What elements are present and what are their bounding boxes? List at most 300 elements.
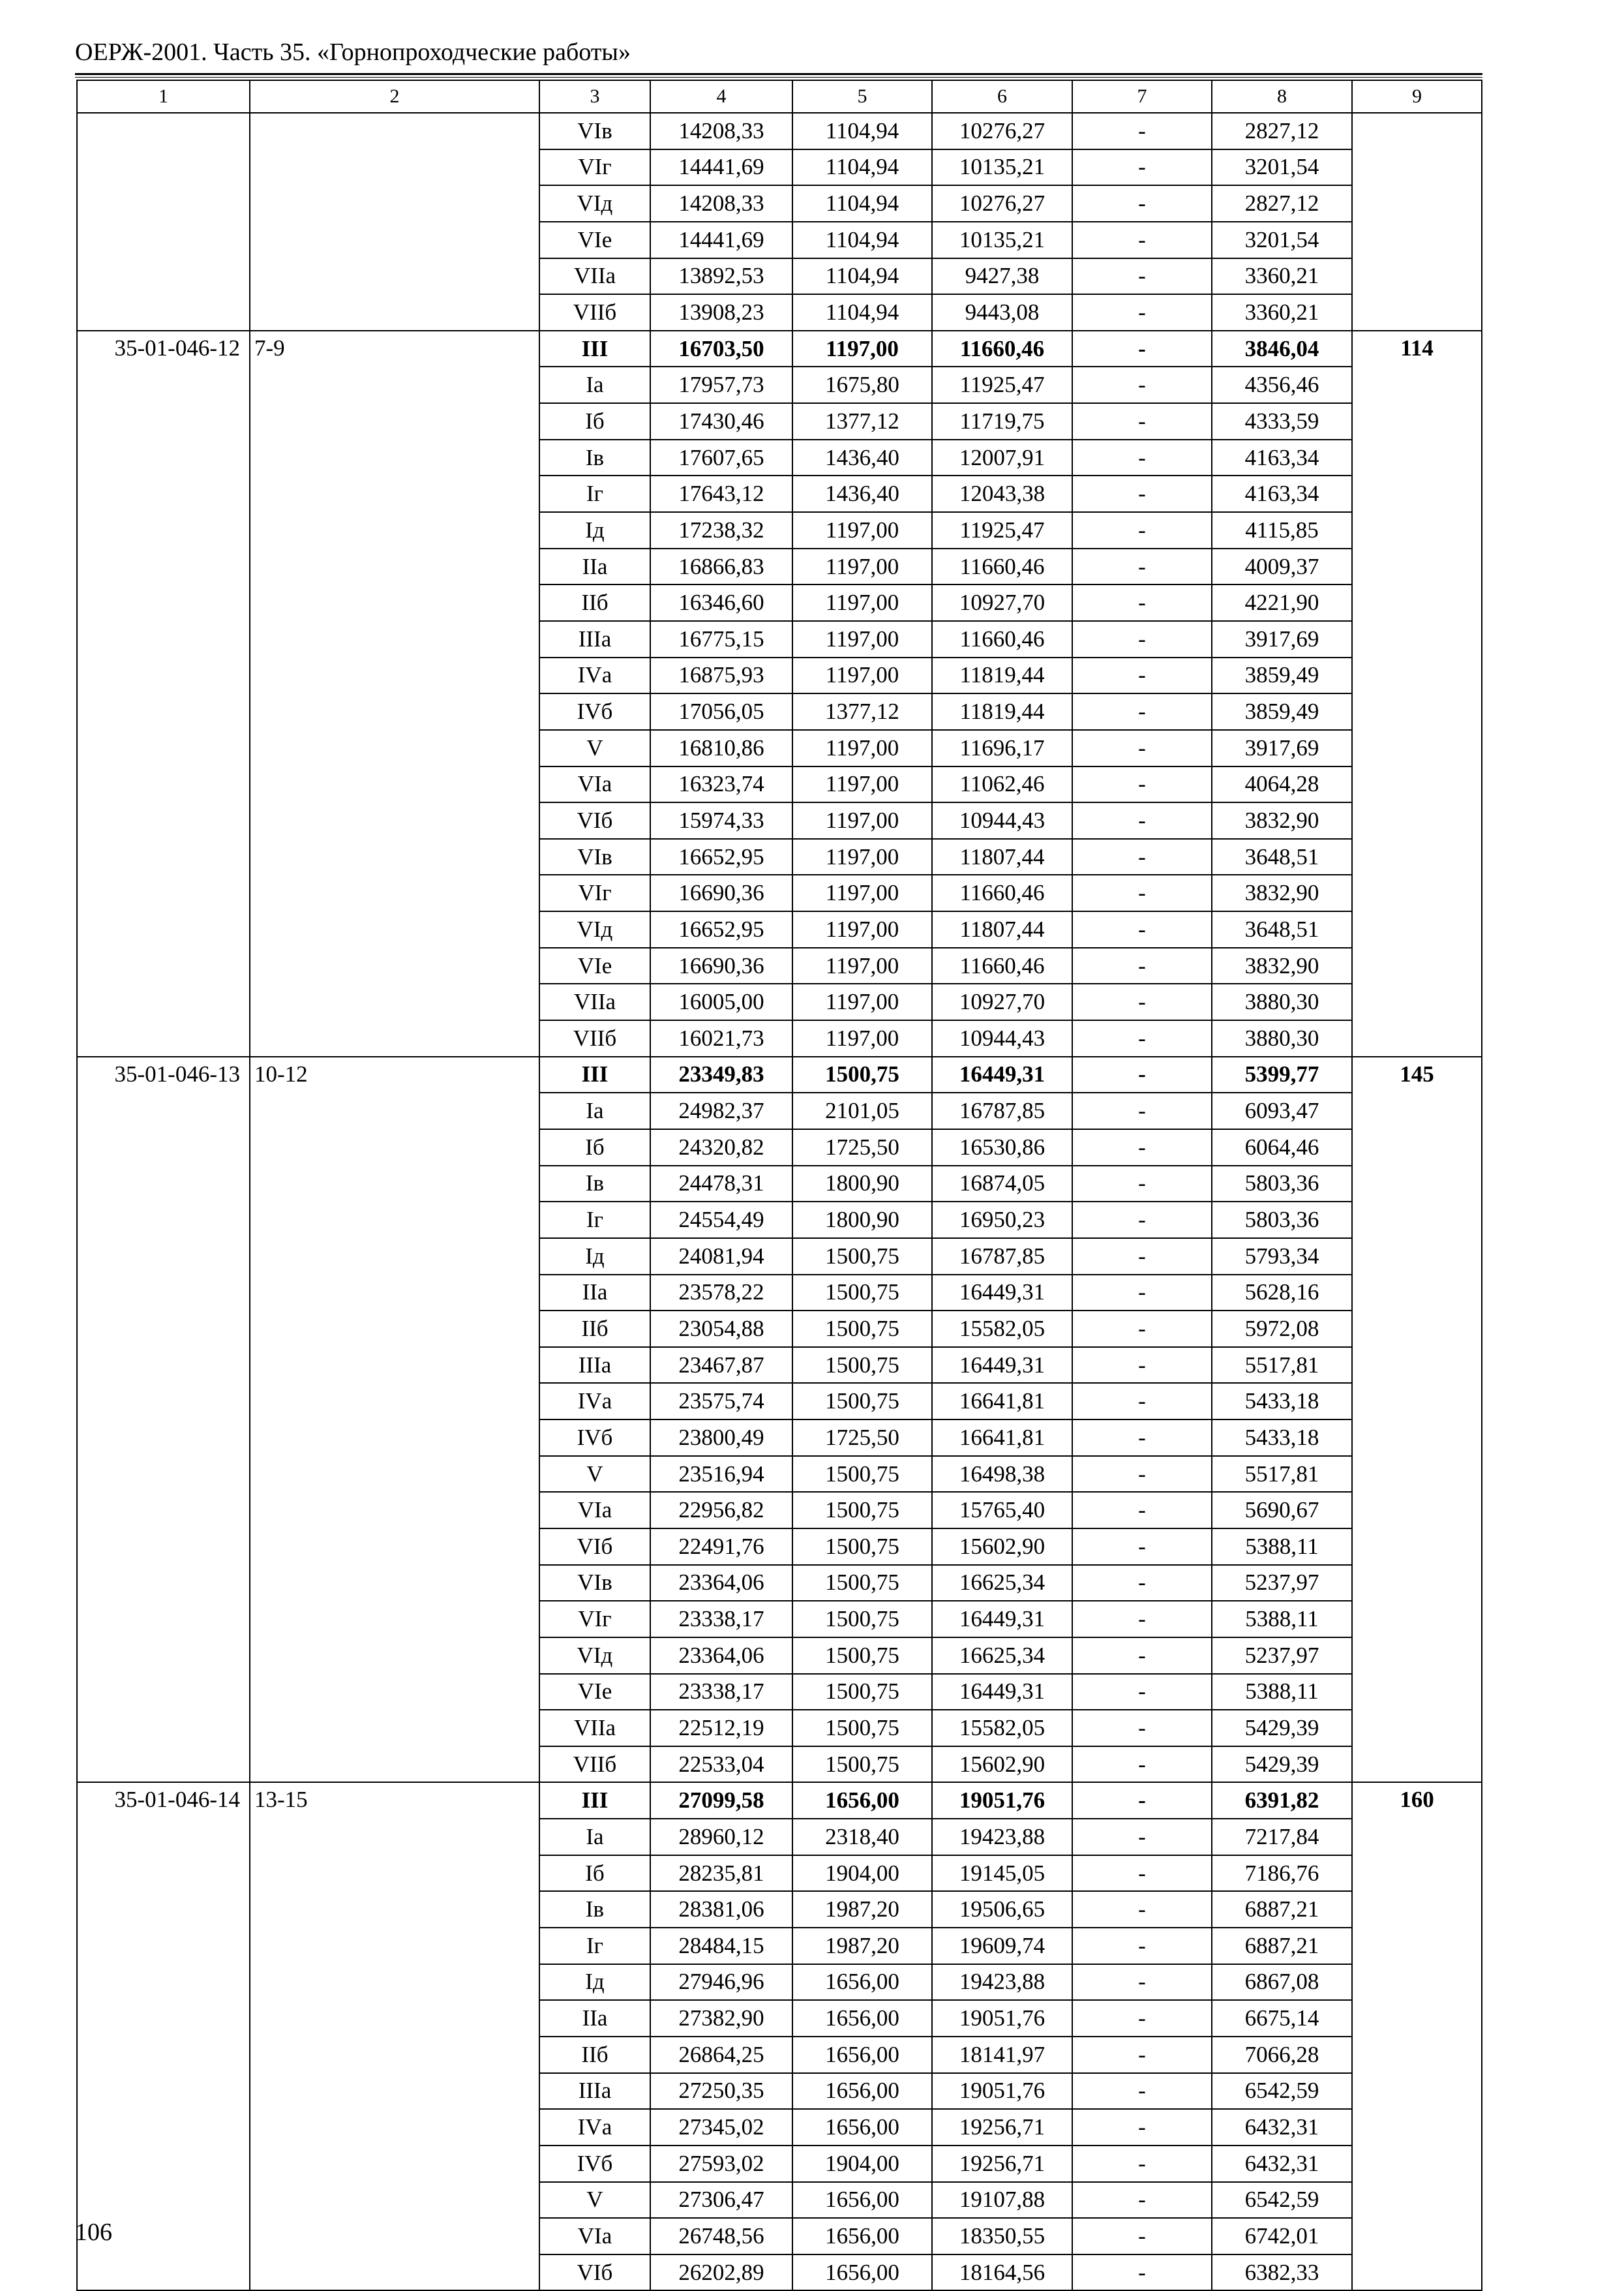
total-cell xyxy=(1352,331,1482,367)
value-cell: - xyxy=(1072,948,1212,984)
table-row xyxy=(77,331,1482,367)
value-cell: 3917,69 xyxy=(1212,730,1352,766)
rate-code-cell xyxy=(77,1419,250,1456)
value-cell: 14441,69 xyxy=(650,149,792,186)
range-cell xyxy=(250,1311,539,1347)
rate-code-cell xyxy=(77,1456,250,1493)
value-cell: 1500,75 xyxy=(792,1383,932,1419)
range-cell xyxy=(250,1238,539,1275)
range-cell xyxy=(250,367,539,403)
value-cell: 11925,47 xyxy=(932,512,1072,549)
range-cell xyxy=(250,1383,539,1419)
value-cell: 5628,16 xyxy=(1212,1275,1352,1311)
category-cell: IVа xyxy=(539,658,650,694)
value-cell: - xyxy=(1072,802,1212,839)
table-row xyxy=(77,149,1482,186)
range-cell xyxy=(250,766,539,803)
value-cell: - xyxy=(1072,1674,1212,1710)
value-cell: 19506,65 xyxy=(932,1891,1072,1928)
value-cell: - xyxy=(1072,1419,1212,1456)
range-cell xyxy=(250,2109,539,2146)
total-cell xyxy=(1352,1819,1482,1855)
value-cell: 2827,12 xyxy=(1212,185,1352,222)
rate-code-cell xyxy=(77,1710,250,1746)
table-row xyxy=(77,802,1482,839)
range-cell xyxy=(250,1601,539,1637)
value-cell: 13892,53 xyxy=(650,258,792,295)
rate-code-cell: 35-01-046-13 xyxy=(77,1057,250,1093)
value-cell: 2318,40 xyxy=(792,1819,932,1855)
value-cell: 1800,90 xyxy=(792,1166,932,1202)
category-cell: IIб xyxy=(539,584,650,621)
rate-code-cell xyxy=(77,113,250,149)
range-cell xyxy=(250,1928,539,1964)
value-cell: 19051,76 xyxy=(932,2000,1072,2037)
value-cell: - xyxy=(1072,440,1212,476)
value-cell: 4333,59 xyxy=(1212,403,1352,440)
value-cell: 16625,34 xyxy=(932,1565,1072,1601)
range-cell xyxy=(250,1710,539,1746)
total-cell xyxy=(1352,1419,1482,1456)
value-cell: 16346,60 xyxy=(650,584,792,621)
value-cell: 1197,00 xyxy=(792,584,932,621)
table-row xyxy=(77,1347,1482,1384)
value-cell: 10276,27 xyxy=(932,185,1072,222)
value-cell: 1500,75 xyxy=(792,1238,932,1275)
total-cell xyxy=(1352,766,1482,803)
table-row xyxy=(77,730,1482,766)
range-cell xyxy=(250,1275,539,1311)
rate-code-cell: 35-01-046-12 xyxy=(77,331,250,367)
value-cell: 5388,11 xyxy=(1212,1528,1352,1565)
value-cell: 19256,71 xyxy=(932,2146,1072,2182)
category-cell: VIIб xyxy=(539,1020,650,1057)
value-cell: 16449,31 xyxy=(932,1275,1072,1311)
table-row xyxy=(77,2000,1482,2037)
value-cell: - xyxy=(1072,476,1212,512)
value-cell: 1987,20 xyxy=(792,1891,932,1928)
total-value: 160 xyxy=(1400,1787,1434,1813)
value-cell: - xyxy=(1072,875,1212,911)
value-cell: 3832,90 xyxy=(1212,875,1352,911)
value-cell: 1725,50 xyxy=(792,1129,932,1166)
value-cell: - xyxy=(1072,1964,1212,2001)
category-cell: IIа xyxy=(539,2000,650,2037)
column-header: 2 xyxy=(250,80,539,113)
value-cell: 1436,40 xyxy=(792,476,932,512)
value-cell: 10944,43 xyxy=(932,802,1072,839)
value-cell: - xyxy=(1072,1746,1212,1783)
range-cell xyxy=(250,1456,539,1493)
value-cell: 1656,00 xyxy=(792,2254,932,2291)
value-cell: 3846,04 xyxy=(1212,331,1352,367)
rate-code-cell xyxy=(77,367,250,403)
total-cell xyxy=(1352,621,1482,658)
total-cell xyxy=(1352,911,1482,948)
total-cell xyxy=(1352,2109,1482,2146)
value-cell: 18141,97 xyxy=(932,2037,1072,2073)
table-row xyxy=(77,549,1482,585)
range-cell xyxy=(250,1202,539,1238)
value-cell: 16690,36 xyxy=(650,948,792,984)
rate-code-cell xyxy=(77,839,250,875)
value-cell: 1500,75 xyxy=(792,1710,932,1746)
table-row xyxy=(77,1238,1482,1275)
category-cell: III xyxy=(539,1057,650,1093)
value-cell: 1675,80 xyxy=(792,367,932,403)
category-cell: IVа xyxy=(539,2109,650,2146)
category-cell: Iг xyxy=(539,476,650,512)
column-number-row xyxy=(77,80,1482,113)
value-cell: 6391,82 xyxy=(1212,1782,1352,1819)
value-cell: 28960,12 xyxy=(650,1819,792,1855)
table-row xyxy=(77,1419,1482,1456)
range-cell xyxy=(250,440,539,476)
rate-code-cell xyxy=(77,2146,250,2182)
value-cell: 5517,81 xyxy=(1212,1456,1352,1493)
range-cell xyxy=(250,1891,539,1928)
table-row xyxy=(77,1093,1482,1129)
table-row xyxy=(77,1637,1482,1674)
value-cell: 23364,06 xyxy=(650,1565,792,1601)
value-cell: - xyxy=(1072,331,1212,367)
value-cell: 6887,21 xyxy=(1212,1891,1352,1928)
value-cell: 1197,00 xyxy=(792,948,932,984)
rate-code-cell xyxy=(77,1855,250,1892)
category-cell: VIа xyxy=(539,1492,650,1528)
table-row xyxy=(77,258,1482,295)
value-cell: 16449,31 xyxy=(932,1057,1072,1093)
category-cell: V xyxy=(539,730,650,766)
column-header: 9 xyxy=(1352,80,1482,113)
range-cell xyxy=(250,2254,539,2291)
table-row xyxy=(77,294,1482,331)
range-cell xyxy=(250,1637,539,1674)
rate-code-cell xyxy=(77,1819,250,1855)
rate-code-cell xyxy=(77,1383,250,1419)
range-cell xyxy=(250,1166,539,1202)
value-cell: 22533,04 xyxy=(650,1746,792,1783)
value-cell: 15582,05 xyxy=(932,1311,1072,1347)
category-cell: Iг xyxy=(539,1202,650,1238)
value-cell: 15602,90 xyxy=(932,1746,1072,1783)
value-cell: 16874,05 xyxy=(932,1166,1072,1202)
value-cell: 6064,46 xyxy=(1212,1129,1352,1166)
total-value: 114 xyxy=(1400,335,1434,361)
table-row xyxy=(77,2218,1482,2254)
value-cell: - xyxy=(1072,2254,1212,2291)
value-cell: - xyxy=(1072,1129,1212,1166)
value-cell: 11062,46 xyxy=(932,766,1072,803)
range-cell xyxy=(250,911,539,948)
value-cell: 1656,00 xyxy=(792,2109,932,2146)
value-cell: 11807,44 xyxy=(932,839,1072,875)
value-cell: 17238,32 xyxy=(650,512,792,549)
value-cell: 15974,33 xyxy=(650,802,792,839)
value-cell: 1725,50 xyxy=(792,1419,932,1456)
category-cell: IIIа xyxy=(539,1347,650,1384)
table-row xyxy=(77,2109,1482,2146)
category-cell: VIIа xyxy=(539,984,650,1020)
value-cell: 15765,40 xyxy=(932,1492,1072,1528)
value-cell: 27946,96 xyxy=(650,1964,792,2001)
value-cell: 13908,23 xyxy=(650,294,792,331)
value-cell: 1987,20 xyxy=(792,1928,932,1964)
category-cell: VIIб xyxy=(539,1746,650,1783)
value-cell: 16530,86 xyxy=(932,1129,1072,1166)
value-cell: 22956,82 xyxy=(650,1492,792,1528)
value-cell: 6542,59 xyxy=(1212,2182,1352,2219)
value-cell: 11819,44 xyxy=(932,658,1072,694)
value-cell: 6542,59 xyxy=(1212,2073,1352,2110)
value-cell: 1656,00 xyxy=(792,2218,932,2254)
value-cell: 16498,38 xyxy=(932,1456,1072,1493)
category-cell: VIе xyxy=(539,222,650,258)
value-cell: 5690,67 xyxy=(1212,1492,1352,1528)
total-cell xyxy=(1352,1057,1482,1093)
table-row xyxy=(77,1964,1482,2001)
total-cell xyxy=(1352,149,1482,186)
value-cell: 19051,76 xyxy=(932,1782,1072,1819)
category-cell: VIд xyxy=(539,911,650,948)
rate-code-cell xyxy=(77,1129,250,1166)
value-cell: 1197,00 xyxy=(792,911,932,948)
rate-code-cell xyxy=(77,2254,250,2291)
value-cell: 15602,90 xyxy=(932,1528,1072,1565)
value-cell: - xyxy=(1072,693,1212,730)
table-row xyxy=(77,1020,1482,1057)
value-cell: 1197,00 xyxy=(792,512,932,549)
value-cell: 19423,88 xyxy=(932,1819,1072,1855)
category-cell: VIб xyxy=(539,1528,650,1565)
value-cell: 16652,95 xyxy=(650,839,792,875)
table-row xyxy=(77,113,1482,149)
column-header: 4 xyxy=(650,80,792,113)
value-cell: - xyxy=(1072,2218,1212,2254)
value-cell: 3360,21 xyxy=(1212,258,1352,295)
range-cell xyxy=(250,875,539,911)
value-cell: 16690,36 xyxy=(650,875,792,911)
value-cell: 1377,12 xyxy=(792,693,932,730)
value-cell: 11925,47 xyxy=(932,367,1072,403)
value-cell: - xyxy=(1072,621,1212,658)
value-cell: - xyxy=(1072,1637,1212,1674)
rate-code-cell xyxy=(77,476,250,512)
range-cell xyxy=(250,2000,539,2037)
value-cell: 3360,21 xyxy=(1212,294,1352,331)
value-cell: 1656,00 xyxy=(792,2037,932,2073)
rate-code-cell xyxy=(77,911,250,948)
value-cell: 15582,05 xyxy=(932,1710,1072,1746)
value-cell: 23054,88 xyxy=(650,1311,792,1347)
table-row xyxy=(77,1601,1482,1637)
value-cell: 6432,31 xyxy=(1212,2146,1352,2182)
value-cell: 11660,46 xyxy=(932,948,1072,984)
value-cell: 19609,74 xyxy=(932,1928,1072,1964)
range-cell xyxy=(250,658,539,694)
value-cell: - xyxy=(1072,2037,1212,2073)
table-row xyxy=(77,2182,1482,2219)
value-cell: 1656,00 xyxy=(792,1782,932,1819)
value-cell: - xyxy=(1072,294,1212,331)
page-number: 106 xyxy=(75,2219,112,2246)
range-cell xyxy=(250,693,539,730)
value-cell: - xyxy=(1072,584,1212,621)
value-cell: 5388,11 xyxy=(1212,1674,1352,1710)
table-row xyxy=(77,476,1482,512)
value-cell: 11719,75 xyxy=(932,403,1072,440)
rate-code-cell xyxy=(77,584,250,621)
table-row xyxy=(77,1782,1482,1819)
value-cell: 16875,93 xyxy=(650,658,792,694)
total-cell xyxy=(1352,1347,1482,1384)
value-cell: 19423,88 xyxy=(932,1964,1072,2001)
range-cell xyxy=(250,2037,539,2073)
value-cell: 5517,81 xyxy=(1212,1347,1352,1384)
range-cell xyxy=(250,1964,539,2001)
value-cell: - xyxy=(1072,730,1212,766)
total-cell xyxy=(1352,1492,1482,1528)
total-cell xyxy=(1352,1129,1482,1166)
value-cell: - xyxy=(1072,2073,1212,2110)
category-cell: VIг xyxy=(539,1601,650,1637)
category-cell: VIг xyxy=(539,149,650,186)
value-cell: 24478,31 xyxy=(650,1166,792,1202)
category-cell: IIб xyxy=(539,2037,650,2073)
value-cell: 6675,14 xyxy=(1212,2000,1352,2037)
value-cell: - xyxy=(1072,839,1212,875)
value-cell: 1500,75 xyxy=(792,1528,932,1565)
total-cell xyxy=(1352,1383,1482,1419)
value-cell: 1377,12 xyxy=(792,403,932,440)
range-cell xyxy=(250,549,539,585)
category-cell: Iв xyxy=(539,1891,650,1928)
category-cell: IIIа xyxy=(539,2073,650,2110)
table-row xyxy=(77,911,1482,948)
table-row xyxy=(77,621,1482,658)
value-cell: 23349,83 xyxy=(650,1057,792,1093)
value-cell: 3859,49 xyxy=(1212,693,1352,730)
value-cell: 23575,74 xyxy=(650,1383,792,1419)
value-cell: - xyxy=(1072,1565,1212,1601)
category-cell: Iд xyxy=(539,1238,650,1275)
category-cell: IIа xyxy=(539,1275,650,1311)
range-cell: 7-9 xyxy=(250,331,539,367)
value-cell: - xyxy=(1072,222,1212,258)
value-cell: 10927,70 xyxy=(932,984,1072,1020)
value-cell: - xyxy=(1072,984,1212,1020)
total-cell xyxy=(1352,1782,1482,1819)
total-cell xyxy=(1352,113,1482,149)
rate-code-cell xyxy=(77,1166,250,1202)
table-row xyxy=(77,1057,1482,1093)
value-cell: 24320,82 xyxy=(650,1129,792,1166)
value-cell: 1656,00 xyxy=(792,2000,932,2037)
total-cell xyxy=(1352,1710,1482,1746)
rate-code-cell xyxy=(77,1637,250,1674)
rate-code-cell xyxy=(77,2000,250,2037)
total-cell xyxy=(1352,1202,1482,1238)
table-row xyxy=(77,1492,1482,1528)
value-cell: 3832,90 xyxy=(1212,948,1352,984)
range-cell xyxy=(250,1347,539,1384)
range-cell xyxy=(250,2146,539,2182)
value-cell: - xyxy=(1072,1710,1212,1746)
range-cell xyxy=(250,802,539,839)
value-cell: 23516,94 xyxy=(650,1456,792,1493)
value-cell: 1197,00 xyxy=(792,730,932,766)
value-cell: - xyxy=(1072,1601,1212,1637)
value-cell: - xyxy=(1072,1855,1212,1892)
total-cell xyxy=(1352,948,1482,984)
value-cell: 9443,08 xyxy=(932,294,1072,331)
total-cell xyxy=(1352,1964,1482,2001)
range-cell xyxy=(250,1565,539,1601)
rate-code-cell xyxy=(77,2073,250,2110)
rate-code-cell xyxy=(77,1311,250,1347)
category-cell: III xyxy=(539,1782,650,1819)
value-cell: 18350,55 xyxy=(932,2218,1072,2254)
table-row xyxy=(77,1928,1482,1964)
value-cell: - xyxy=(1072,549,1212,585)
value-cell: 1656,00 xyxy=(792,2182,932,2219)
value-cell: - xyxy=(1072,512,1212,549)
value-cell: 3648,51 xyxy=(1212,839,1352,875)
value-cell: 5429,39 xyxy=(1212,1746,1352,1783)
range-cell xyxy=(250,2182,539,2219)
range-cell xyxy=(250,730,539,766)
table-row xyxy=(77,1528,1482,1565)
table-row xyxy=(77,1891,1482,1928)
table-row xyxy=(77,1565,1482,1601)
table-row xyxy=(77,2037,1482,2073)
value-cell: 16641,81 xyxy=(932,1383,1072,1419)
range-cell xyxy=(250,1093,539,1129)
table-row xyxy=(77,1202,1482,1238)
total-cell xyxy=(1352,1674,1482,1710)
value-cell: 17430,46 xyxy=(650,403,792,440)
value-cell: 27593,02 xyxy=(650,2146,792,2182)
rate-code-cell xyxy=(77,1275,250,1311)
value-cell: - xyxy=(1072,1782,1212,1819)
value-cell: - xyxy=(1072,1166,1212,1202)
range-cell xyxy=(250,1419,539,1456)
table-row xyxy=(77,1746,1482,1783)
category-cell: IVб xyxy=(539,1419,650,1456)
total-cell xyxy=(1352,2182,1482,2219)
value-cell: 1500,75 xyxy=(792,1311,932,1347)
value-cell: 28381,06 xyxy=(650,1891,792,1928)
rate-code-cell xyxy=(77,802,250,839)
value-cell: 1500,75 xyxy=(792,1601,932,1637)
rate-code-cell xyxy=(77,549,250,585)
value-cell: 3880,30 xyxy=(1212,984,1352,1020)
value-cell: 26864,25 xyxy=(650,2037,792,2073)
value-cell: - xyxy=(1072,367,1212,403)
category-cell: VIб xyxy=(539,2254,650,2291)
value-cell: - xyxy=(1072,766,1212,803)
range-cell xyxy=(250,185,539,222)
category-cell: Iв xyxy=(539,1166,650,1202)
value-cell: - xyxy=(1072,1383,1212,1419)
value-cell: 1436,40 xyxy=(792,440,932,476)
value-cell: 5793,34 xyxy=(1212,1238,1352,1275)
value-cell: 12007,91 xyxy=(932,440,1072,476)
value-cell: 28235,81 xyxy=(650,1855,792,1892)
table-row xyxy=(77,948,1482,984)
value-cell: 24081,94 xyxy=(650,1238,792,1275)
value-cell: 17957,73 xyxy=(650,367,792,403)
